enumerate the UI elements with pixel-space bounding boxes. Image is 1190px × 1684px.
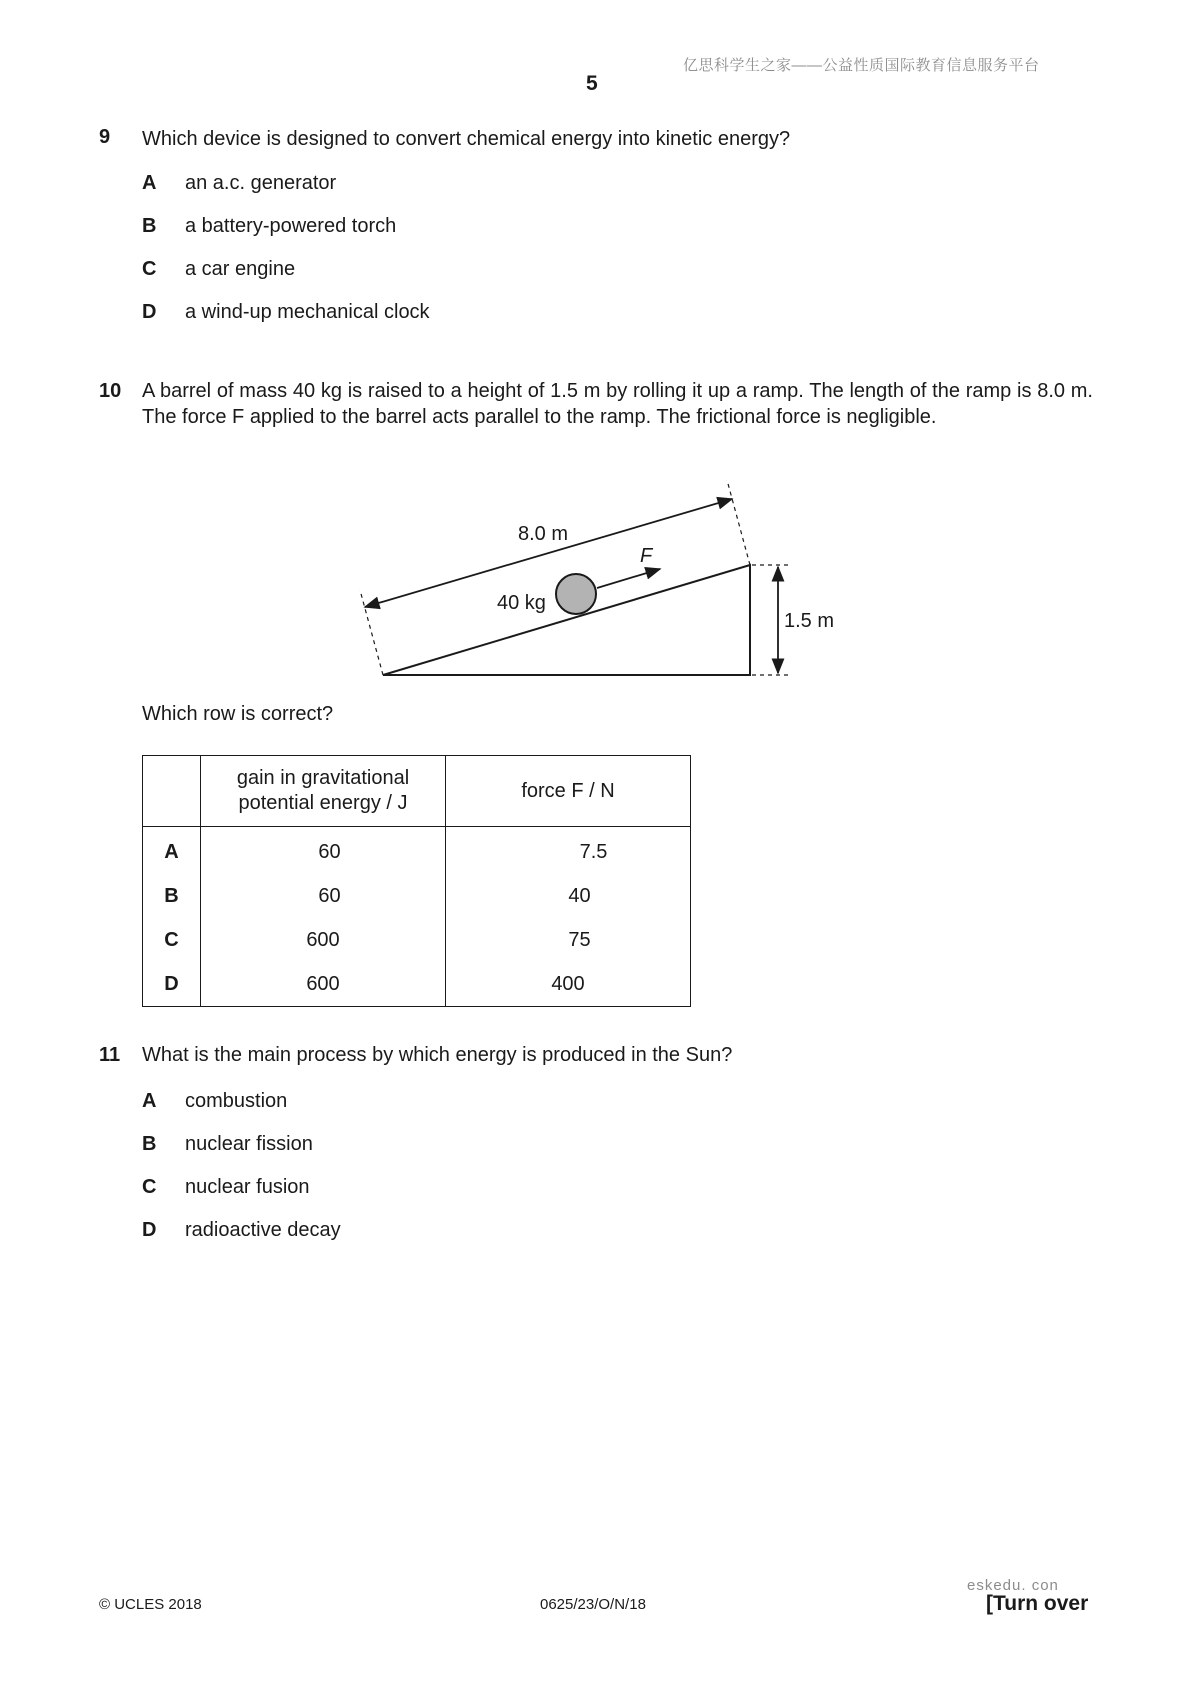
force-label: F: [640, 545, 653, 567]
row-c-letter: C: [143, 918, 201, 962]
q10-text: A barrel of mass 40 kg is raised to a height of 1.5 m by rolling it up a ramp. The length of the ramp is 8.0 m. The force F applied to the barrel acts parallel to the ramp. The frictional force is negligible.: [142, 380, 1093, 428]
q9-option-d-letter: D: [142, 301, 157, 323]
q9-option-d-text: a wind-up mechanical clock: [185, 301, 430, 323]
q9-text: Which device is designed to convert chemical energy into kinetic energy?: [142, 128, 791, 150]
table-header-gpe: gain in gravitational potential energy / J: [201, 756, 446, 827]
row-a-letter: A: [143, 827, 201, 875]
q9-option-b-letter: B: [142, 215, 157, 237]
q9-option-a-letter: A: [142, 172, 157, 194]
q9-number: 9: [99, 126, 111, 148]
q11-option-d-text: radioactive decay: [185, 1219, 341, 1241]
copyright: © UCLES 2018: [99, 1596, 202, 1613]
row-b-force: 40: [446, 874, 691, 918]
row-b-letter: B: [143, 874, 201, 918]
paper-code: 0625/23/O/N/18: [540, 1596, 646, 1613]
table-header-blank: [143, 756, 201, 827]
q9-option-c-text: a car engine: [185, 258, 296, 280]
q11-option-b-text: nuclear fission: [185, 1133, 313, 1155]
table-row: [143, 827, 691, 875]
q11-option-c-letter: C: [142, 1176, 157, 1198]
q11-option-d-letter: D: [142, 1219, 157, 1241]
q10-answer-table: [142, 755, 691, 1007]
q11-option-a-text: combustion: [185, 1090, 288, 1112]
force-arrow: [597, 569, 660, 588]
q10-prompt: Which row is correct?: [142, 703, 334, 725]
row-b-gpe: 60: [201, 874, 446, 918]
table-row: [143, 874, 691, 918]
row-a-force: 7.5: [446, 827, 691, 875]
row-c-force: 75: [446, 918, 691, 962]
q11-option-c-text: nuclear fusion: [185, 1176, 310, 1198]
q11-option-a-letter: A: [142, 1090, 157, 1112]
table-row: [143, 962, 691, 1007]
q9-option-b-text: a battery-powered torch: [185, 215, 397, 237]
row-a-gpe: 60: [201, 827, 446, 875]
q11-option-b-letter: B: [142, 1133, 157, 1155]
row-c-gpe: 600: [201, 918, 446, 962]
length-label: 8.0 m: [518, 523, 569, 545]
watermark-text: 亿思科学生之家——公益性质国际教育信息服务平台: [683, 57, 1040, 74]
length-arrow: [365, 499, 732, 607]
q10-number: 10: [99, 380, 122, 402]
row-d-gpe: 600: [201, 962, 446, 1007]
barrel-circle: [556, 574, 596, 614]
table-row: [143, 918, 691, 962]
turn-over: [Turn over: [986, 1592, 1089, 1615]
q11-number: 11: [99, 1044, 121, 1066]
page-number: 5: [586, 72, 598, 95]
row-d-letter: D: [143, 962, 201, 1007]
length-extension-right: [727, 480, 750, 565]
mass-label: 40 kg: [497, 592, 546, 614]
row-d-force: 400: [446, 962, 691, 1007]
table-header-force: force F / N: [446, 756, 691, 827]
q9-option-c-letter: C: [142, 258, 157, 280]
q9-option-a-text: an a.c. generator: [185, 172, 337, 194]
ramp-diagram: [0, 0, 1190, 700]
height-label: 1.5 m: [784, 610, 835, 632]
q11-text: What is the main process by which energy is produced in the Sun?: [142, 1044, 733, 1066]
site-watermark: eskedu. con: [967, 1577, 1059, 1594]
